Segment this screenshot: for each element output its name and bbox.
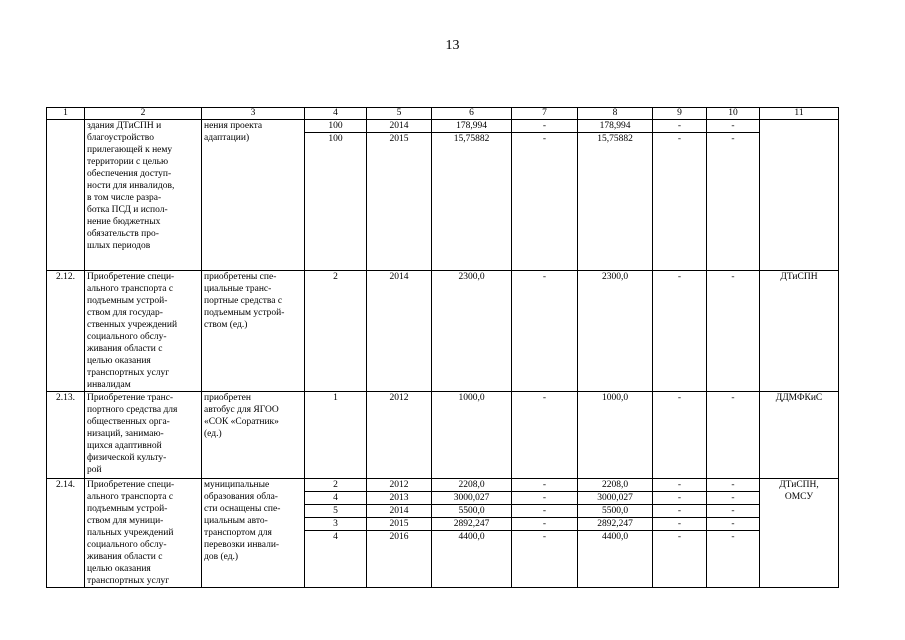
measure-name: здания ДТиСПН и благоустройство прилегающей к нему территории с целью обеспечения доступ- ности для инвалидов, в том числе разра- ботка ПСД и испол- нение бюджетных обязательств про- шлых периодов [85, 120, 202, 271]
table-cell: 2014 [367, 505, 432, 518]
header-cell: 10 [707, 108, 760, 120]
table-cell: 178,994 [578, 120, 653, 133]
header-cell: 7 [512, 108, 578, 120]
table-cell: 2013 [367, 492, 432, 505]
table-cell: - [512, 120, 578, 133]
executor-cell: ДТиСПН, ОМСУ [760, 479, 839, 588]
table-cell: - [512, 505, 578, 518]
measure-name: Приобретение специ- ального транспорта с подъемным устрой- ством для государ- ственных учреждений социального обслу- живания области с целью оказания транспортных услуг инвалидам [85, 271, 202, 392]
table-cell: 5500,0 [578, 505, 653, 518]
table-cell: 4400,0 [578, 531, 653, 588]
table-cell: - [653, 505, 707, 518]
header-cell: 1 [47, 108, 85, 120]
table-cell: - [653, 392, 707, 479]
header-cell: 3 [202, 108, 305, 120]
measure-indicator: муниципальные образования обла- сти оснащены спе- циальным авто- транспортом для перевозки инвали- дов (ед.) [202, 479, 305, 588]
header-cell: 9 [653, 108, 707, 120]
table-cell: 3000,027 [578, 492, 653, 505]
header-cell: 4 [305, 108, 367, 120]
page-number: 13 [445, 38, 460, 53]
table-cell: 5500,0 [432, 505, 512, 518]
table-cell: 1000,0 [578, 392, 653, 479]
header-cell: 6 [432, 108, 512, 120]
table-cell: - [707, 271, 760, 392]
executor-cell: ДДМФКиС [760, 392, 839, 479]
executor-cell [760, 120, 839, 271]
table-row [47, 392, 839, 479]
table-cell: - [653, 271, 707, 392]
table-cell: 2014 [367, 271, 432, 392]
table-cell: - [707, 518, 760, 531]
program-measures-table [46, 107, 839, 588]
table-cell: 15,75882 [578, 133, 653, 271]
table-cell: - [512, 133, 578, 271]
table-cell: 2892,247 [432, 518, 512, 531]
table-cell: - [653, 133, 707, 271]
table-cell: 2 [305, 479, 367, 492]
table-cell: 178,994 [432, 120, 512, 133]
table-cell: 2208,0 [432, 479, 512, 492]
table-cell: 2014 [367, 120, 432, 133]
table-cell: - [707, 492, 760, 505]
table-cell: 2 [305, 271, 367, 392]
table-cell: - [707, 531, 760, 588]
table-cell: 2015 [367, 133, 432, 271]
table-cell: 4400,0 [432, 531, 512, 588]
table-cell: 4 [305, 531, 367, 588]
measure-indicator: приобретены спе- циальные транс- портные средства с подъемным устрой- ством (ед.) [202, 271, 305, 392]
measure-name: Приобретение транс- портного средства для общественных орга- низаций, занимаю- щихся адаптивной физической культу- рой [85, 392, 202, 479]
table-cell: - [653, 492, 707, 505]
table-cell: - [512, 271, 578, 392]
table-row [47, 479, 839, 492]
table-cell: 2016 [367, 531, 432, 588]
table-cell: - [512, 492, 578, 505]
executor-cell: ДТиСПН [760, 271, 839, 392]
table-cell: - [653, 479, 707, 492]
table-cell: 2892,247 [578, 518, 653, 531]
table-cell: 100 [305, 120, 367, 133]
table-cell: - [707, 505, 760, 518]
row-number: 2.12. [47, 271, 85, 392]
table-cell: - [653, 518, 707, 531]
table-cell: 2012 [367, 392, 432, 479]
table-cell: 100 [305, 133, 367, 271]
table-row [47, 271, 839, 392]
measure-name: Приобретение специ- ального транспорта с подъемным устрой- ством для муници- пальных учреждений социального обслу- живания области с целью оказания транспортных услуг [85, 479, 202, 588]
table-cell: 5 [305, 505, 367, 518]
table-cell: 1000,0 [432, 392, 512, 479]
table-cell: 2012 [367, 479, 432, 492]
table-cell: 2300,0 [432, 271, 512, 392]
table-cell: 3 [305, 518, 367, 531]
table-cell: - [512, 518, 578, 531]
table-cell: - [707, 392, 760, 479]
row-number: 2.13. [47, 392, 85, 479]
row-number: 2.14. [47, 479, 85, 588]
table-cell: 2300,0 [578, 271, 653, 392]
table-cell: - [707, 120, 760, 133]
header-cell: 2 [85, 108, 202, 120]
table-cell: - [707, 133, 760, 271]
measure-indicator: нения проекта адаптации) [202, 120, 305, 271]
table-cell: - [512, 531, 578, 588]
table-cell: 2015 [367, 518, 432, 531]
table-cell: - [653, 120, 707, 133]
row-number [47, 120, 85, 271]
table-cell: - [653, 531, 707, 588]
header-cell: 11 [760, 108, 839, 120]
table-cell: 15,75882 [432, 133, 512, 271]
table-cell: 2208,0 [578, 479, 653, 492]
measure-indicator: приобретен автобус для ЯГОО «СОК «Соратник» (ед.) [202, 392, 305, 479]
table-row [47, 120, 839, 133]
header-row [47, 108, 839, 120]
table-cell: - [512, 392, 578, 479]
table-cell: 4 [305, 492, 367, 505]
header-cell: 8 [578, 108, 653, 120]
header-cell: 5 [367, 108, 432, 120]
table-cell: - [707, 479, 760, 492]
table-cell: - [512, 479, 578, 492]
table-cell: 1 [305, 392, 367, 479]
table-cell: 3000,027 [432, 492, 512, 505]
